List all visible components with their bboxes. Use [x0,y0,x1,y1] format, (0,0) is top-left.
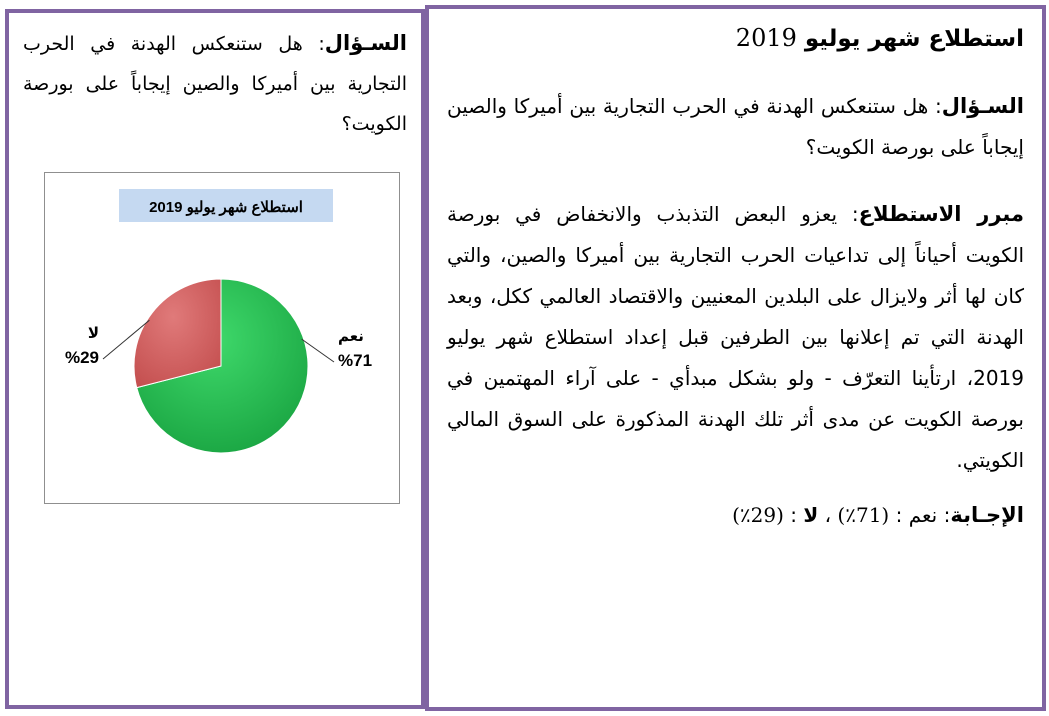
basis-colon: : [837,202,859,226]
survey-title-text: استطلاع شهر يوليو [804,26,1024,52]
pie-label-name-1: لا [87,324,99,342]
question-label: السـؤال [941,94,1024,118]
answer-yes-sep: : [889,503,903,527]
survey-title [447,21,1024,56]
pie-label-value-0: %71 [338,351,373,370]
answer-colon: : [937,503,951,527]
chart-panel-question-label: السـؤال [324,31,407,55]
survey-detail-panel [425,5,1046,711]
pie-label-name-0: نعم [338,327,364,345]
survey-answer [447,495,1024,536]
answer-no-label: لا [803,503,819,527]
chart-panel-question-colon: : [302,33,325,55]
answer-no-sep: : [783,503,797,527]
basis-text: يعزو البعض التذبذب والانخفاض في بورصة الكويت أحياناً إلى تداعيات الحرب التجارية بين أميركا والصين، والتي كان لها أثر ولايزال على البلدين المعنيين والاقتصاد العالمي ككل، وبعد الهدنة التي تم إعلانها بين الطرفين قبل إعداد استطلاع شهر يوليو 2019، ارتأينا التعرّف - ولو بشكل مبدأي - على آراء المهتمين في بورصة الكويت عن مدى أثر تلك الهدنة المذكورة على السوق المالي الكويتي. [447,202,1024,472]
basis-label: مبرر الاستطلاع [858,202,1024,226]
chart-title: استطلاع شهر يوليو 2019 [149,199,303,216]
pie-label-value-1: %29 [64,348,99,367]
answer-yes-label: نعم [908,503,938,527]
question-colon: : [928,94,942,118]
answer-yes-value: (71٪) [837,503,890,527]
survey-title-year: 2019 [735,24,797,52]
chart-panel-question [23,23,407,144]
answer-label: الإجـابة [950,503,1024,527]
chart-panel-question-text: هل ستنعكس الهدنة في الحرب التجارية بين أميركا والصين إيجاباً على بورصة الكويت؟ [23,33,407,135]
survey-basis [447,194,1024,481]
answer-comma: ، [818,503,832,527]
pie-chart-svg [45,173,399,503]
answer-no-value: (29٪) [732,503,784,527]
pie-chart [44,172,400,504]
pie-slices [134,279,308,453]
survey-question [447,86,1024,168]
question-text: هل ستنعكس الهدنة في الحرب التجارية بين أميركا والصين إيجاباً على بورصة الكويت؟ [447,94,1024,159]
